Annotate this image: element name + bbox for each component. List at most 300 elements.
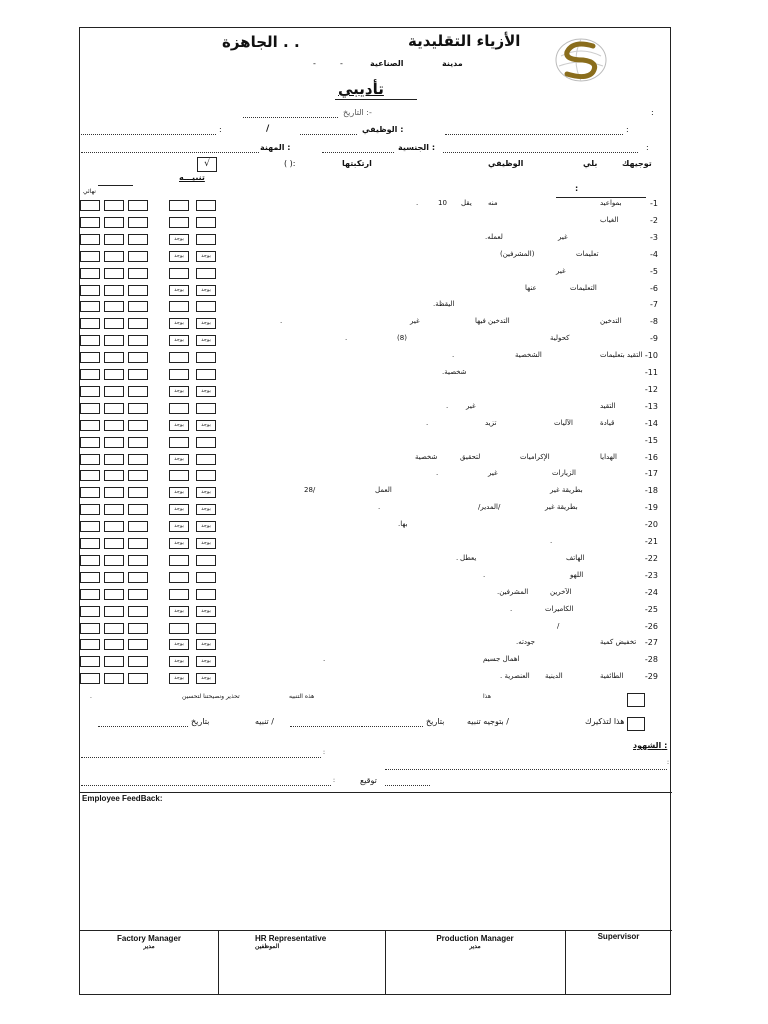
checkbox-row27-col4[interactable]: يوجد (169, 639, 189, 650)
row-number: -23 (644, 571, 658, 580)
checkbox-row10-col3[interactable] (128, 352, 148, 363)
row-fragment: . (510, 605, 513, 613)
checkbox-row25-col4[interactable]: يوجد (169, 606, 189, 617)
checkbox-row11-col2[interactable] (104, 369, 124, 380)
row-text: التعليمات (570, 284, 597, 292)
what-label: بلي (583, 159, 598, 168)
checkbox-row20-col3[interactable] (128, 521, 148, 532)
row-fragment: العمل (375, 486, 392, 494)
row-text: التقيد بتعليمات (600, 351, 643, 359)
row-text: . (550, 537, 553, 545)
checkbox-row15-col2[interactable] (104, 437, 124, 448)
row-text: بطريقة غير (545, 503, 578, 511)
profession-label: المهنة : (260, 143, 291, 152)
checkbox-row1-col5[interactable] (196, 200, 216, 211)
checkbox-row4-col3[interactable] (128, 251, 148, 262)
row-text: اليقظة. (433, 300, 455, 308)
row-number: -7 (650, 300, 658, 309)
checkbox-row17-col2[interactable] (104, 470, 124, 481)
sig-hr-ar: الموظفين (255, 944, 280, 950)
checkbox-row8-col3[interactable] (128, 318, 148, 329)
caution-label: تحذير ونصيحتنا لتحسين (182, 693, 240, 700)
sig-factory-manager (80, 934, 218, 950)
checkbox-row10-col2[interactable] (104, 352, 124, 363)
final-underline (98, 185, 133, 186)
checkbox-row25-col5[interactable]: يوجد (196, 606, 216, 617)
checkbox-row3-col1[interactable] (80, 234, 100, 245)
warning-column-label: تنبيـــه (179, 173, 205, 182)
checkbox-row10-col1[interactable] (80, 352, 100, 363)
row-fragment: عنها (525, 284, 537, 292)
checkbox-row16-col1[interactable] (80, 454, 100, 465)
checkbox-row27-col1[interactable] (80, 639, 100, 650)
checkbox-row26-col2[interactable] (104, 623, 124, 634)
row-number: -22 (644, 554, 658, 563)
final-warning-checkbox[interactable] (627, 693, 645, 707)
checkbox-row27-col5[interactable]: يوجد (196, 639, 216, 650)
sig-factory-manager-ar: مدير (143, 944, 155, 950)
checkbox-row18-col2[interactable] (104, 487, 124, 498)
checkbox-row23-col3[interactable] (128, 572, 148, 583)
checkbox-row4-col5[interactable]: يوجد (196, 251, 216, 262)
checkbox-row28-col2[interactable] (104, 656, 124, 667)
row-number: -4 (650, 250, 658, 259)
row-fragment: يعطل (460, 554, 477, 562)
row-fragment: العنصرية . (500, 672, 530, 680)
row-text: بها. (398, 520, 408, 528)
checkbox-row25-col1[interactable] (80, 606, 100, 617)
checkbox-row2-col2[interactable] (104, 217, 124, 228)
checkbox-row24-col5[interactable] (196, 589, 216, 600)
company-name-suffix: الجاهزة . . (222, 33, 300, 51)
row-number: -16 (644, 453, 658, 462)
checkbox-row27-col2[interactable] (104, 639, 124, 650)
checkbox-row16-col5[interactable] (196, 454, 216, 465)
row-number: -5 (650, 267, 658, 276)
checkbox-row16-col4[interactable]: يوجد (169, 454, 189, 465)
row-number: -18 (644, 486, 658, 495)
row-fragment: التدخين فيها (475, 317, 510, 325)
checkbox-row20-col4[interactable]: يوجد (169, 521, 189, 532)
checkbox-row4-col1[interactable] (80, 251, 100, 262)
checkbox-row26-col3[interactable] (128, 623, 148, 634)
reminder-label: هذا لتذكيرك (585, 717, 625, 726)
sig-production-ar: مدير (469, 944, 481, 950)
colon-three: : (333, 777, 336, 784)
row-fragment: جودته. (516, 638, 535, 646)
checkbox-row11-col5[interactable] (196, 369, 216, 380)
checkbox-row6-col2[interactable] (104, 285, 124, 296)
form-page (79, 27, 671, 995)
warning2-label: تنبيه / (255, 717, 275, 726)
row-text: الهدايا (600, 453, 618, 461)
checkbox-row4-col2[interactable] (104, 251, 124, 262)
checkbox-row21-col5[interactable]: يوجد (196, 538, 216, 549)
checkbox-row12-col1[interactable] (80, 386, 100, 397)
row-fragment: (8) (397, 334, 407, 342)
checkbox-row23-col1[interactable] (80, 572, 100, 583)
industry-label: الصناعية (370, 59, 404, 68)
date1-field[interactable] (361, 726, 423, 727)
row-fragment: لعمله. (485, 233, 503, 241)
job2-label: الوظيفي (488, 159, 524, 168)
row-number: -25 (644, 605, 658, 614)
checkbox-row24-col3[interactable] (128, 589, 148, 600)
witness1-field[interactable] (81, 757, 321, 758)
row-text: الطائفية (600, 672, 624, 680)
row-fragment: . (483, 571, 486, 579)
checkbox-row3-col3[interactable] (128, 234, 148, 245)
nationality-field[interactable] (322, 152, 394, 153)
sig-hr-representative (255, 934, 375, 950)
checkbox-row15-col1[interactable] (80, 437, 100, 448)
feedback-label: Employee FeedBack: (82, 794, 163, 803)
checkbox-row17-col5[interactable] (196, 470, 216, 481)
checkbox-row25-col3[interactable] (128, 606, 148, 617)
checkbox-row21-col3[interactable] (128, 538, 148, 549)
witnesses-label: الشهود : (633, 741, 668, 750)
checkbox-row1-col1[interactable] (80, 200, 100, 211)
checkbox-row13-col1[interactable] (80, 403, 100, 414)
checkbox-row1-col3[interactable] (128, 200, 148, 211)
checkbox-row20-col2[interactable] (104, 521, 124, 532)
checkbox-row1-col4[interactable] (169, 200, 189, 211)
checkbox-row28-col3[interactable] (128, 656, 148, 667)
witness2-field[interactable] (385, 769, 667, 770)
checkbox-row18-col1[interactable] (80, 487, 100, 498)
row-text: غير (558, 233, 568, 241)
checkbox-row29-col1[interactable] (80, 673, 100, 684)
row-text: تعليمات (576, 250, 599, 258)
checkbox-row6-col1[interactable] (80, 285, 100, 296)
row-number: -6 (650, 284, 658, 293)
signature-field[interactable] (385, 785, 430, 786)
row-text: الكاميرات (545, 605, 574, 613)
dash-b: - (313, 59, 316, 68)
row-number: -26 (644, 622, 658, 631)
sig-supervisor-en: Supervisor (597, 932, 640, 941)
sig-divider-1 (218, 930, 219, 994)
sig-production-en: Production Manager (436, 934, 514, 943)
row-number: -1 (650, 199, 658, 208)
signature-label: توقيع (360, 776, 377, 785)
checkbox-row14-col1[interactable] (80, 420, 100, 431)
checkbox-row19-col4[interactable]: يوجد (169, 504, 189, 515)
checkbox-row7-col5[interactable] (196, 301, 216, 312)
witness3-field[interactable] (81, 785, 331, 786)
checkbox-row8-col1[interactable] (80, 318, 100, 329)
checkbox-row11-col1[interactable] (80, 369, 100, 380)
checkbox-row11-col3[interactable] (128, 369, 148, 380)
checkbox-row23-col2[interactable] (104, 572, 124, 583)
checkbox-row9-col5[interactable]: يوجد (196, 335, 216, 346)
dash-a: - (340, 59, 343, 68)
checkbox-row8-col4[interactable]: يوجد (169, 318, 189, 329)
row-text: الهاتف (566, 554, 585, 562)
company-name: الأزياء التقليدية (408, 32, 521, 50)
reminder-checkbox[interactable] (627, 717, 645, 731)
city-label: مدينة (442, 59, 463, 68)
row-text: تخفيض كمية (600, 638, 637, 646)
checkbox-row24-col1[interactable] (80, 589, 100, 600)
row-text: بمواعيد (600, 199, 622, 207)
checkbox-row28-col5[interactable]: يوجد (196, 656, 216, 667)
name-field[interactable] (81, 134, 216, 135)
this-warning-label: هذه التنبيه (289, 693, 315, 700)
row-number: -29 (644, 672, 658, 681)
checkbox-row13-col5[interactable] (196, 403, 216, 414)
checkbox-row13-col2[interactable] (104, 403, 124, 414)
checkbox-row18-col5[interactable]: يوجد (196, 487, 216, 498)
title-underline (335, 99, 417, 100)
row-text: قيادة (600, 419, 615, 427)
checkbox-row17-col1[interactable] (80, 470, 100, 481)
checkbox-row15-col3[interactable] (128, 437, 148, 448)
row-fragment: . (452, 351, 455, 359)
checkbox-row27-col3[interactable] (128, 639, 148, 650)
row-fragment: . (456, 554, 459, 562)
row-fragment: الإكراميات (520, 453, 550, 461)
checkbox-row23-col4[interactable] (169, 572, 189, 583)
sig-hr-en: HR Representative (255, 934, 327, 943)
checkbox-row13-col4[interactable] (169, 403, 189, 414)
checkbox-row14-col2[interactable] (104, 420, 124, 431)
checkbox-row20-col1[interactable] (80, 521, 100, 532)
date-label: التاريخ :- (343, 108, 372, 117)
checkbox-row7-col2[interactable] (104, 301, 124, 312)
checkbox-row17-col3[interactable] (128, 470, 148, 481)
checkbox-row18-col3[interactable] (128, 487, 148, 498)
final-column-label: نهائي (83, 188, 96, 195)
checkbox-row15-col5[interactable] (196, 437, 216, 448)
checkbox-row24-col4[interactable] (169, 589, 189, 600)
row-number: -28 (644, 655, 658, 664)
checkbox-row4-col4[interactable]: يوجد (169, 251, 189, 262)
checkbox-row9-col2[interactable] (104, 335, 124, 346)
check-box[interactable]: √ (197, 157, 217, 172)
checkbox-row19-col2[interactable] (104, 504, 124, 515)
row-fragment: الشخصية (515, 351, 542, 359)
checkbox-row14-col3[interactable] (128, 420, 148, 431)
checkbox-row7-col3[interactable] (128, 301, 148, 312)
row-number: -2 (650, 216, 658, 225)
colon-right: : (651, 108, 654, 117)
colon-two: : (667, 759, 670, 766)
checkbox-row20-col5[interactable]: يوجد (196, 521, 216, 532)
checkbox-row17-col4[interactable] (169, 470, 189, 481)
row-fragment: . (416, 199, 419, 207)
colon-far2: : (646, 143, 649, 152)
sig-supervisor (565, 932, 672, 941)
checkbox-row9-col3[interactable] (128, 335, 148, 346)
checkbox-row9-col4[interactable]: يوجد (169, 335, 189, 346)
row-fragment: يقل (461, 199, 472, 207)
checkbox-row6-col4[interactable]: يوجد (169, 285, 189, 296)
checkbox-row21-col4[interactable]: يوجد (169, 538, 189, 549)
checkbox-row29-col3[interactable] (128, 673, 148, 684)
row-fragment: (المشرفين) (500, 250, 535, 258)
colon-one: : (323, 749, 326, 756)
checkbox-row22-col4[interactable] (169, 555, 189, 566)
checkbox-row21-col1[interactable] (80, 538, 100, 549)
row-fragment: /28 (304, 486, 316, 494)
row-fragment: . (323, 655, 326, 663)
row-fragment: شخصية (415, 453, 438, 461)
profession-field[interactable] (81, 152, 259, 153)
checkbox-row2-col4[interactable] (169, 217, 189, 228)
row-number: -15 (644, 436, 658, 445)
row-fragment: . (446, 402, 449, 410)
checkbox-row29-col5[interactable]: يوجد (196, 673, 216, 684)
sig-production-manager (385, 934, 565, 950)
row-number: -14 (644, 419, 658, 428)
row-fragment: . (280, 317, 283, 325)
checkbox-row13-col3[interactable] (128, 403, 148, 414)
date2-field[interactable] (98, 726, 188, 727)
checkbox-row14-col5[interactable]: يوجد (196, 420, 216, 431)
row-fragment: منه (488, 199, 498, 207)
feedback-top-border (80, 792, 672, 793)
row-fragment: . (436, 469, 439, 477)
row-number: -17 (644, 469, 658, 478)
checkbox-row2-col5[interactable] (196, 217, 216, 228)
row-fragment: . (378, 503, 381, 511)
checkbox-row22-col1[interactable] (80, 555, 100, 566)
checkbox-row23-col5[interactable] (196, 572, 216, 583)
dot-one: . (90, 693, 92, 700)
row-fragment: المشرفين. (497, 588, 529, 596)
row-text: الزيارات (552, 469, 576, 477)
checkbox-row10-col4[interactable] (169, 352, 189, 363)
checkbox-row10-col5[interactable] (196, 352, 216, 363)
row-number: -19 (644, 503, 658, 512)
checkbox-row26-col5[interactable] (196, 623, 216, 634)
date2-label: بتاريخ (191, 717, 210, 726)
slash: / (266, 124, 270, 134)
checkbox-row2-col1[interactable] (80, 217, 100, 228)
checkbox-row14-col4[interactable]: يوجد (169, 420, 189, 431)
row-fragment: الآليات (554, 419, 573, 427)
this-label: هذا (483, 693, 491, 700)
checkbox-row16-col2[interactable] (104, 454, 124, 465)
list-underline (556, 197, 646, 198)
checkbox-row8-col5[interactable]: يوجد (196, 318, 216, 329)
checkbox-row26-col4[interactable] (169, 623, 189, 634)
row-number: -13 (644, 402, 658, 411)
checkbox-row21-col2[interactable] (104, 538, 124, 549)
bracket-label: ( ): (284, 159, 296, 168)
list-colon: : (575, 184, 579, 193)
row-fragment: غير (466, 402, 476, 410)
row-text: غير (556, 267, 566, 275)
checkbox-row5-col1[interactable] (80, 268, 100, 279)
checkbox-row7-col1[interactable] (80, 301, 100, 312)
checkbox-row11-col4[interactable] (169, 369, 189, 380)
checkbox-row22-col3[interactable] (128, 555, 148, 566)
checkbox-row22-col2[interactable] (104, 555, 124, 566)
checkbox-row28-col1[interactable] (80, 656, 100, 667)
row-text: شخصية. (442, 368, 467, 376)
checkbox-row5-col3[interactable] (128, 268, 148, 279)
checkbox-row9-col1[interactable] (80, 335, 100, 346)
checkbox-row3-col2[interactable] (104, 234, 124, 245)
checkbox-row5-col2[interactable] (104, 268, 124, 279)
company-logo-icon (553, 36, 609, 84)
date1-label: بتاريخ (426, 717, 445, 726)
row-number: -11 (644, 368, 658, 377)
checkbox-row5-col5[interactable] (196, 268, 216, 279)
checkbox-row1-col2[interactable] (104, 200, 124, 211)
checkbox-row6-col3[interactable] (128, 285, 148, 296)
checkbox-row19-col1[interactable] (80, 504, 100, 515)
checkbox-row28-col4[interactable]: يوجد (169, 656, 189, 667)
row-number: -10 (644, 351, 658, 360)
row-fragment: غير (488, 469, 498, 477)
row-number: -12 (644, 385, 658, 394)
row-fragment: غير (410, 317, 420, 325)
row-text: بطريقة غير (550, 486, 583, 494)
row-text: اللهو (570, 571, 584, 579)
checkbox-row12-col5[interactable]: يوجد (196, 386, 216, 397)
row-text: كحولية (550, 334, 570, 342)
row-text: اهمال جسيم (483, 655, 520, 663)
row-number: -8 (650, 317, 658, 326)
checkbox-row26-col1[interactable] (80, 623, 100, 634)
checkbox-row3-col4[interactable]: يوجد (169, 234, 189, 245)
checkbox-row29-col4[interactable]: يوجد (169, 673, 189, 684)
warning2-field[interactable] (290, 726, 360, 727)
checkbox-row18-col4[interactable]: يوجد (169, 487, 189, 498)
row-text: التقيد (600, 402, 616, 410)
checkbox-row19-col5[interactable]: يوجد (196, 504, 216, 515)
checkbox-row7-col4[interactable] (169, 301, 189, 312)
row-number: -27 (644, 638, 658, 647)
warn-direct-label: بتوجيه تنبيه / (467, 717, 509, 726)
row-number: -3 (650, 233, 658, 242)
direct-label: توجيهك (622, 159, 652, 168)
row-number: -24 (644, 588, 658, 597)
checkbox-row2-col3[interactable] (128, 217, 148, 228)
checkbox-row15-col4[interactable] (169, 437, 189, 448)
checkbox-row25-col2[interactable] (104, 606, 124, 617)
row-fragment: . (345, 334, 348, 342)
checkbox-row6-col5[interactable]: يوجد (196, 285, 216, 296)
checkbox-row5-col4[interactable] (169, 268, 189, 279)
id-field[interactable] (443, 152, 638, 153)
employee-field[interactable] (445, 134, 623, 135)
row-fragment: الدينية (545, 672, 563, 680)
job-number-field[interactable] (300, 134, 357, 135)
row-number: -20 (644, 520, 658, 529)
checkbox-row3-col5[interactable] (196, 234, 216, 245)
checkbox-row19-col3[interactable] (128, 504, 148, 515)
checkbox-row24-col2[interactable] (104, 589, 124, 600)
checkbox-row16-col3[interactable] (128, 454, 148, 465)
committed-label: ارتكبتها (342, 159, 372, 168)
checkbox-row12-col4[interactable]: يوجد (169, 386, 189, 397)
feedback-textarea[interactable] (82, 808, 668, 928)
row-number: -9 (650, 334, 658, 343)
nationality-label: الجنسية : (398, 143, 436, 152)
checkbox-row12-col3[interactable] (128, 386, 148, 397)
row-fragment: لتحقيق (460, 453, 481, 461)
checkbox-row29-col2[interactable] (104, 673, 124, 684)
checkbox-row22-col5[interactable] (196, 555, 216, 566)
checkbox-row8-col2[interactable] (104, 318, 124, 329)
job-label: الوظيفي : (362, 125, 404, 134)
checkbox-row12-col2[interactable] (104, 386, 124, 397)
date-field[interactable] (243, 117, 338, 118)
